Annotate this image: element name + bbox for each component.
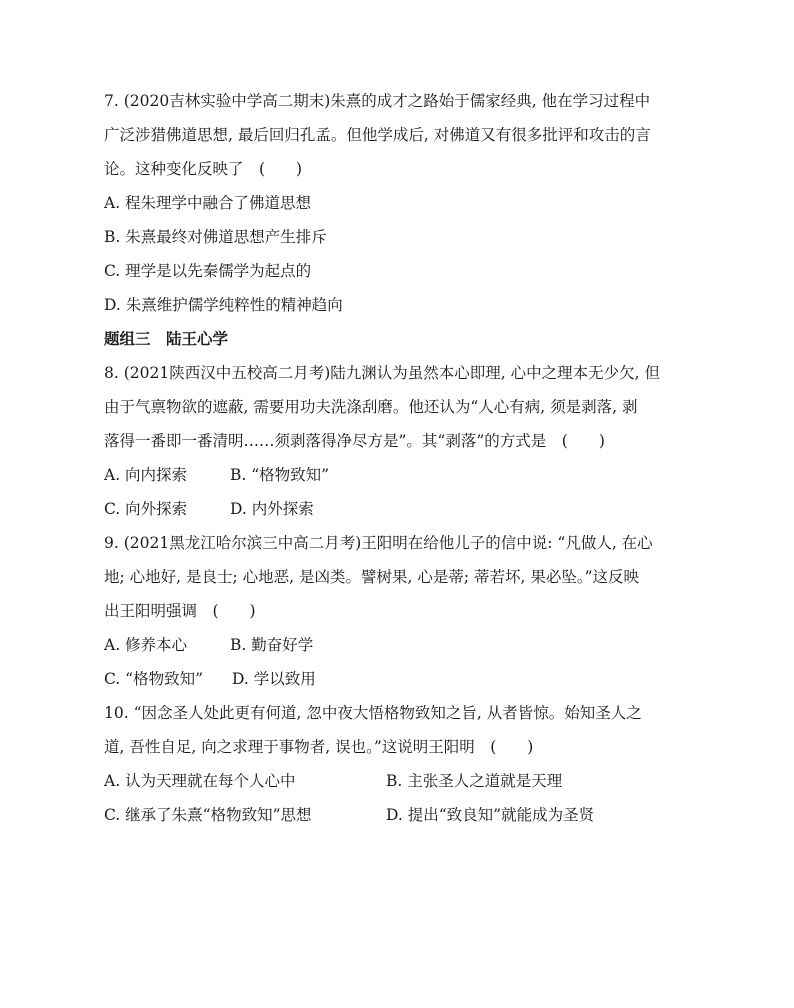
question-10-stem-line-1: 10. “因念圣人处此更有何道, 忽中夜大悟格物致知之旨, 从者皆惊。始知圣人之: [104, 704, 642, 722]
question-9-options-row-1: [104, 628, 704, 662]
question-8-stem-line-1: 8. (2021陕西汉中五校高二月考)陆九渊认为虽然本心即理, 心中之理本无少欠, 但: [104, 364, 660, 382]
question-7-option-c: C. 理学是以先秦儒学为起点的: [104, 262, 312, 280]
question-list: [104, 84, 704, 832]
question-10-option-a: A. 认为天理就在每个人心中: [104, 772, 296, 790]
question-9-option-d: D. 学以致用: [232, 670, 316, 688]
question-9-option-c: C. “格物致知”: [104, 670, 204, 688]
question-8-stem-line-3: 落得一番即一番清明……须剥落得净尽方是”。其“剥落”的方式是 ( ): [104, 432, 605, 450]
question-8-option-c: C. 向外探索: [104, 500, 188, 518]
question-10-stem-line-2: 道, 吾性自足, 向之求理于事物者, 误也。”这说明王阳明 ( ): [104, 738, 534, 756]
question-8-options-row-1: [104, 458, 704, 492]
question-7: [104, 84, 704, 322]
question-9-stem-line-3: 出王阳明强调 ( ): [104, 602, 256, 620]
question-9-options-row-2: [104, 662, 704, 696]
question-10-options-row-1: [104, 764, 704, 798]
question-7-option-b: B. 朱熹最终对佛道思想产生排斥: [104, 228, 327, 246]
question-10-options-row-2: [104, 798, 704, 832]
question-7-option-a: A. 程朱理学中融合了佛道思想: [104, 194, 312, 212]
question-7-stem-line-2: 广泛涉猎佛道思想, 最后回归孔孟。但他学成后, 对佛道又有很多批评和攻击的言: [104, 126, 651, 144]
question-7-option-d: D. 朱熹维护儒学纯粹性的精神趋向: [104, 296, 343, 314]
question-9-option-a: A. 修养本心: [104, 636, 188, 654]
question-7-stem-line-3: 论。这种变化反映了 ( ): [104, 160, 303, 178]
question-10-option-d: D. 提出“致良知”就能成为圣贤: [386, 806, 595, 824]
question-9: [104, 526, 704, 696]
question-8-options-row-2: [104, 492, 704, 526]
question-8-stem-line-2: 由于气禀物欲的遮蔽, 需要用功夫洗涤刮磨。他还认为“人心有病, 须是剥落, 剥: [104, 398, 638, 416]
question-7-stem-line-1: 7. (2020吉林实验中学高二期末)朱熹的成才之路始于儒家经典, 他在学习过程中: [104, 92, 651, 110]
section-heading: 题组三 陆王心学: [104, 330, 229, 348]
question-8-option-b: B. “格物致知”: [230, 466, 330, 484]
question-10-option-b: B. 主张圣人之道就是天理: [386, 772, 563, 790]
question-10: [104, 696, 704, 832]
question-9-stem-line-1: 9. (2021黑龙江哈尔滨三中高二月考)王阳明在给他儿子的信中说: “凡做人, 在心: [104, 534, 653, 552]
question-9-stem-line-2: 地; 心地好, 是良士; 心地恶, 是凶类。譬树果, 心是蒂; 蒂若坏, 果必坠。”这反映: [104, 568, 640, 586]
question-9-option-b: B. 勤奋好学: [230, 636, 314, 654]
question-8-option-a: A. 向内探索: [104, 466, 188, 484]
question-10-option-c: C. 继承了朱熹“格物致知”思想: [104, 806, 312, 824]
question-8-option-d: D. 内外探索: [230, 500, 314, 518]
question-8: [104, 356, 704, 526]
